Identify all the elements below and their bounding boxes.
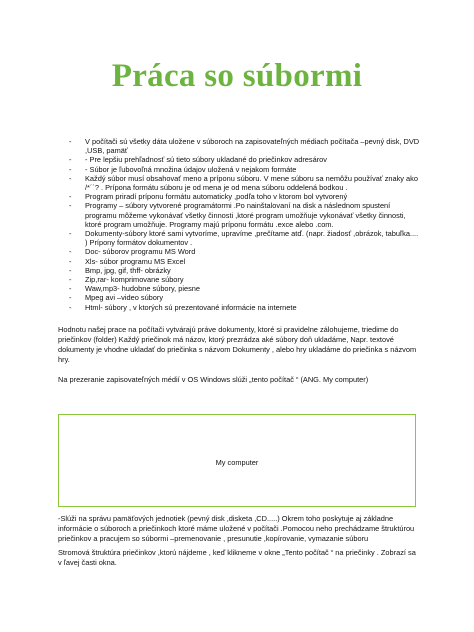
paragraph-documents: Hodnotu našej prace na počítači vytvárajú práve dokumenty, ktoré si pravidelne zálohujeme, triedime do priečinkov (folder) Každý priečinok má názov, ktorý prezrádza aké súbory doň ukladáme, Napr. textové dokumenty je vhodne ukladať do priečinka s názvom Dokumenty , alebo hry ukladáme do priečinka s názvom hry. <box>58 325 417 364</box>
list-item: - Každý súbor musí obsahovať meno a príponu súboru. V mene súboru sa nemôžu používať znaky ako /*´´? . Prípona formátu súboru je od mena je od mena súboru oddelená bodkou . <box>68 174 420 192</box>
list-item: - Doc- súborov programu MS Word <box>68 247 420 256</box>
bullet-list <box>68 137 420 312</box>
my-computer-box <box>58 414 416 507</box>
list-item: - - Súbor je ľubovoľná množina údajov uložená v nejakom formáte <box>68 165 420 174</box>
paragraph-my-computer-intro: Na prezeranie zapisovateľných médií v OS Windows slúži „tento počítač “ (ANG. My computer) <box>58 375 369 384</box>
list-item: - Dokumenty-súbory ktoré sami vytvoríme, upravíme ,prečítame atď. (napr. žiadosť ,obrázok, tabuľka.... ) Prípony formátov dokumentov . <box>68 229 420 247</box>
list-item: - Bmp, jpg, gif, thff- obrázky <box>68 266 420 275</box>
document-title: Práca so súbormi <box>111 58 363 94</box>
list-item: - Xls- súbor programu MS Excel <box>68 257 420 266</box>
list-item: - Mpeg avi –video súbory <box>68 293 420 302</box>
paragraph-my-computer-usage: -Slúži na správu pamäťových jednotiek (pevný disk ,disketa ,CD.....) Okrem toho poskytuje aj základne informácie o súboroch a priečinkoch ktoré máme uložené v počítači .Pomocou neho prechádzame štruktúrou priečinkov a pracujem so súbormi –premenovanie , presunutie ,kopírovanie, vymazanie súboru <box>58 514 415 543</box>
paragraph-folder-tree: Stromová štruktúra priečinkov ,ktorú nájdeme , keď klikneme v okne „Tento počítač “ na priečinky . Zobrazí sa v ľavej časti okna. <box>58 548 416 567</box>
list-item: - Zip,rar- komprimovane súbory <box>68 275 420 284</box>
list-item: - Html- súbory , v ktorých sú prezentované informácie na internete <box>68 303 420 312</box>
list-item: - Waw,mp3- hudobne súbory, piesne <box>68 284 420 293</box>
list-item: - - Pre lepšiu prehľadnosť sú tieto súbory ukladané do priečinkov adresárov <box>68 155 420 164</box>
list-item: - Program priradí príponu formátu automaticky ,podľa toho v ktorom bol vytvorený <box>68 192 420 201</box>
my-computer-label: My computer <box>215 458 259 467</box>
list-item: - Programy – súbory vytvorené programátormi .Po nainštalovaní na disk a následnom spustení programu môžeme vykonávať všetky činnosti ,ktoré program umožňuje vykonávať všetky činnosti, ktoré program umožňuje. Programy majú príponu formátu .exce alebo .com. <box>68 201 420 229</box>
list-item: - V počítači sú všetky dáta uložene v súboroch na zapisovateľných médiach počítača –pevný disk, DVD ,USB, pamäť <box>68 137 420 155</box>
